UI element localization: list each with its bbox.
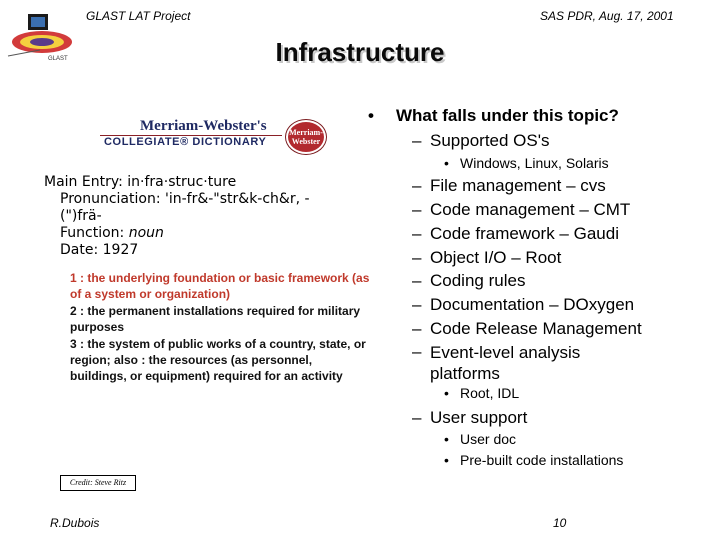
date-line: Date: 1927: [60, 242, 139, 258]
dash-icon: –: [412, 319, 422, 338]
dash-icon: –: [412, 224, 422, 243]
topic-item: Event-level analysis platforms: [430, 343, 581, 383]
bullet-icon: •: [444, 385, 449, 401]
dash-icon: –: [412, 295, 422, 314]
topic-item: File management – cvs: [430, 176, 606, 195]
svg-text:GLAST: GLAST: [48, 56, 68, 62]
main-entry: Main Entry: in·fra·struc·ture: [44, 174, 237, 190]
topic-item: Code management – CMT: [430, 200, 631, 219]
dictionary-name: COLLEGIATE® DICTIONARY: [104, 136, 267, 148]
function-value: noun: [128, 225, 164, 241]
bullet-icon: •: [444, 431, 449, 447]
meeting-info: SAS PDR, Aug. 17, 2001: [540, 9, 674, 23]
dash-icon: –: [412, 248, 422, 267]
topic-item: Documentation – DOxygen: [430, 295, 635, 314]
topic-item: Code framework – Gaudi: [430, 224, 619, 243]
bullet-icon: •: [444, 155, 449, 171]
dash-icon: –: [412, 342, 422, 361]
pronunciation-line-2: (")frä-: [60, 208, 102, 224]
support-item: User doc: [460, 431, 517, 447]
slide-title: Infrastructure: [275, 37, 445, 67]
dictionary-publisher: Merriam-Webster's: [140, 118, 267, 134]
support-item: Pre-built code installations: [460, 452, 624, 468]
function-line: [44, 225, 364, 242]
dash-icon: –: [412, 200, 422, 219]
bullet-icon: •: [444, 452, 449, 468]
bullet-icon: •: [368, 106, 374, 125]
definition-3: 3 : the system of public works of a country, state, or region; also : the resources (as personnel, buildings, or equipment) required for an activity: [70, 336, 366, 384]
os-list: Windows, Linux, Solaris: [460, 155, 609, 171]
topic-item: Code Release Management: [430, 319, 642, 338]
definition-2: 2 : the permanent installations required for military purposes: [70, 303, 361, 335]
author-name: R.Dubois: [50, 516, 100, 530]
definition-1: 1 : the underlying foundation or basic framework (as of a system or organization): [70, 271, 370, 302]
function-label: Function:: [60, 225, 129, 241]
credit-box: Credit: Steve Ritz: [60, 475, 136, 491]
page-number: 10: [553, 516, 567, 530]
supported-os: Supported OS's: [430, 131, 550, 150]
analysis-tools: Root, IDL: [460, 385, 520, 401]
dash-icon: –: [412, 131, 422, 150]
project-name: GLAST LAT Project: [86, 9, 191, 23]
topic-question: What falls under this topic?: [396, 106, 619, 125]
pronunciation-line-1: Pronunciation: 'in-fr&-"str&k-ch&r, -: [60, 191, 310, 207]
dash-icon: –: [412, 176, 422, 195]
topic-item: Object I/O – Root: [430, 248, 562, 267]
dash-icon: –: [412, 271, 422, 290]
topic-item: Coding rules: [430, 271, 526, 290]
user-support: User support: [430, 408, 528, 427]
dash-icon: –: [412, 408, 422, 427]
definitions: [70, 270, 370, 385]
dictionary-badge: Merriam-Webster: [286, 120, 326, 154]
dictionary-entry: [44, 174, 364, 259]
